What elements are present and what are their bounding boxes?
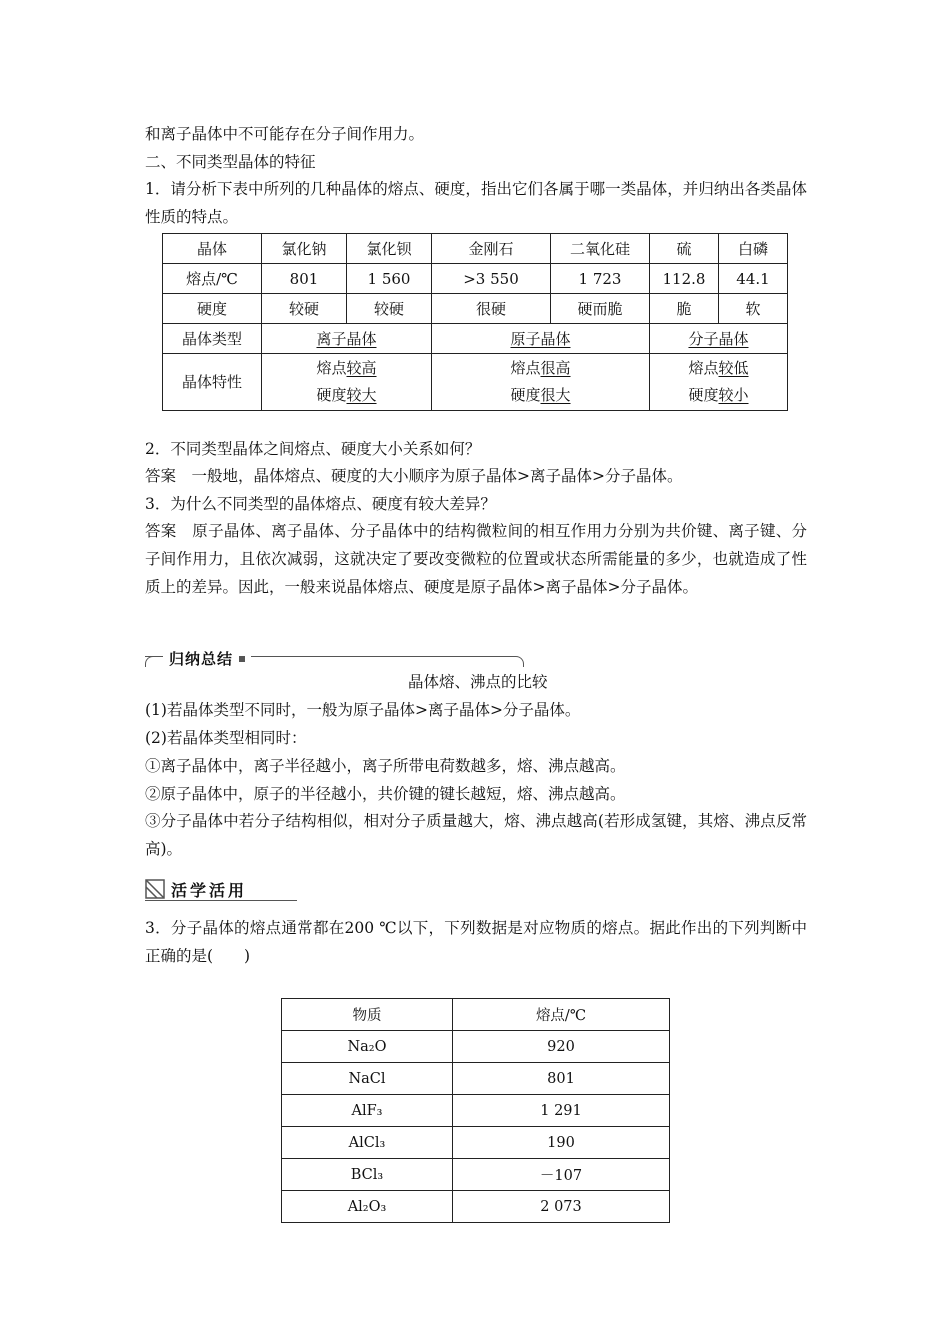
- summary-item: ①离子晶体中，离子半径越小，离子所带电荷数越多，熔、沸点越高。: [145, 757, 626, 775]
- table-cell: >3 550: [432, 264, 551, 294]
- answer-text: 很高: [540, 359, 571, 377]
- summary-item: (1)若晶体类型不同时，一般为原子晶体>离子晶体>分子晶体。: [145, 701, 581, 719]
- melting-point-table: [281, 998, 670, 1223]
- table-row: [163, 354, 788, 411]
- answer-3: 答案 原子晶体、离子晶体、分子晶体中的结构微粒间的相互作用力分别为共价键、离子键、分子间作用力，且依次减弱，这就决定了要改变微粒的位置或状态所需能量的多少，也就造成了性质上的差异。因此，一般来说晶体熔点、硬度是原子晶体>离子晶体>分子晶体。: [145, 522, 807, 596]
- answer-ionic: 离子晶体: [316, 329, 377, 348]
- table-cell: 二氧化硅: [551, 234, 650, 264]
- square-bullet-icon: [239, 656, 245, 662]
- summary-label-text: 归纳总结: [169, 650, 234, 668]
- table-header: 物质: [282, 999, 453, 1031]
- table-row: [163, 324, 788, 354]
- cell-text: 硬度: [688, 386, 719, 404]
- table-header: 熔点/℃: [453, 999, 670, 1031]
- table-cell: 801: [262, 264, 347, 294]
- summary-item: (2)若晶体类型相同时：: [145, 729, 307, 747]
- crystal-properties-table: [162, 233, 788, 411]
- table-cell: 硫: [650, 234, 719, 264]
- question-2: 2．不同类型晶体之间熔点、硬度大小关系如何？: [145, 440, 481, 458]
- question-1: 1．请分析下表中所列的几种晶体的熔点、硬度，指出它们各属于哪一类晶体，并归纳出各类晶体性质的特点。: [145, 180, 807, 226]
- table-cell: 1 560: [347, 264, 432, 294]
- table-row: [282, 1127, 670, 1159]
- table-row: [282, 1031, 670, 1063]
- table-cell: Na₂O: [282, 1031, 453, 1063]
- table-cell: 44.1: [719, 264, 788, 294]
- table-cell: 较硬: [347, 294, 432, 324]
- answer-atomic: 原子晶体: [510, 329, 571, 348]
- table-cell: －107: [453, 1159, 670, 1191]
- table-cell: [432, 324, 650, 354]
- table-cell: 硬度: [163, 294, 262, 324]
- cell-text: 硬度: [510, 386, 541, 404]
- table-cell: 硬而脆: [551, 294, 650, 324]
- table-cell: 晶体类型: [163, 324, 262, 354]
- table-row: [282, 1191, 670, 1223]
- table-cell: 很硬: [432, 294, 551, 324]
- cell-text: 硬度: [316, 386, 347, 404]
- answer-text: 较小: [718, 386, 749, 404]
- table-row: [282, 1095, 670, 1127]
- table-cell: [650, 354, 788, 411]
- table-cell: 晶体特性: [163, 354, 262, 411]
- table-cell: 氯化钡: [347, 234, 432, 264]
- table-cell: 软: [719, 294, 788, 324]
- table-cell: 1 723: [551, 264, 650, 294]
- table-cell: NaCl: [282, 1063, 453, 1095]
- table-cell: 2 073: [453, 1191, 670, 1223]
- answer-text: 很大: [540, 386, 571, 404]
- table-cell: [262, 324, 432, 354]
- table-cell: 1 291: [453, 1095, 670, 1127]
- answer-molecular: 分子晶体: [688, 329, 749, 348]
- table-row: [163, 264, 788, 294]
- table-cell: AlF₃: [282, 1095, 453, 1127]
- practice-label: 活学活用: [171, 881, 248, 900]
- text-line: 和离子晶体中不可能存在分子间作用力。: [145, 125, 425, 143]
- summary-title: 晶体熔、沸点的比较: [408, 673, 548, 691]
- table-row: [282, 1063, 670, 1095]
- cell-text: 熔点: [510, 359, 541, 377]
- table-cell: AlCl₃: [282, 1127, 453, 1159]
- practice-banner: [145, 878, 297, 901]
- table-row: [163, 234, 788, 264]
- summary-item: ②原子晶体中，原子的半径越小，共价键的键长越短，熔、沸点越高。: [145, 785, 626, 803]
- question-3: 3．为什么不同类型的晶体熔点、硬度有较大差异？: [145, 495, 496, 513]
- table-cell: 晶体: [163, 234, 262, 264]
- table-cell: 920: [453, 1031, 670, 1063]
- table-row: [163, 294, 788, 324]
- table-cell: 金刚石: [432, 234, 551, 264]
- table-cell: BCl₃: [282, 1159, 453, 1191]
- table-cell: 白磷: [719, 234, 788, 264]
- diagonal-square-icon: [145, 879, 165, 899]
- summary-label: [163, 648, 251, 669]
- answer-text: 较低: [718, 359, 749, 377]
- table-cell: [432, 354, 650, 411]
- table-cell: 112.8: [650, 264, 719, 294]
- answer-text: 较高: [346, 359, 377, 377]
- table-cell: Al₂O₃: [282, 1191, 453, 1223]
- table-cell: 较硬: [262, 294, 347, 324]
- table-row: [282, 1159, 670, 1191]
- summary-item: ③分子晶体中若分子结构相似，相对分子质量越大，熔、沸点越高(若形成氢键，其熔、沸点反常高)。: [145, 812, 807, 858]
- table-cell: 熔点/℃: [163, 264, 262, 294]
- section-heading: 二、不同类型晶体的特征: [145, 153, 316, 171]
- table-cell: 190: [453, 1127, 670, 1159]
- answer-2: 答案 一般地，晶体熔点、硬度的大小顺序为原子晶体>离子晶体>分子晶体。: [145, 467, 683, 485]
- table-cell: 氯化钠: [262, 234, 347, 264]
- table-row: [282, 999, 670, 1031]
- table-cell: [262, 354, 432, 411]
- table-cell: 脆: [650, 294, 719, 324]
- answer-text: 较大: [346, 386, 377, 404]
- cell-text: 熔点: [316, 359, 347, 377]
- question-3-practice: 3．分子晶体的熔点通常都在200 ℃以下，下列数据是对应物质的熔点。据此作出的下列判断中正确的是( ): [145, 919, 807, 965]
- summary-banner: [145, 648, 525, 670]
- table-cell: [650, 324, 788, 354]
- cell-text: 熔点: [688, 359, 719, 377]
- table-cell: 801: [453, 1063, 670, 1095]
